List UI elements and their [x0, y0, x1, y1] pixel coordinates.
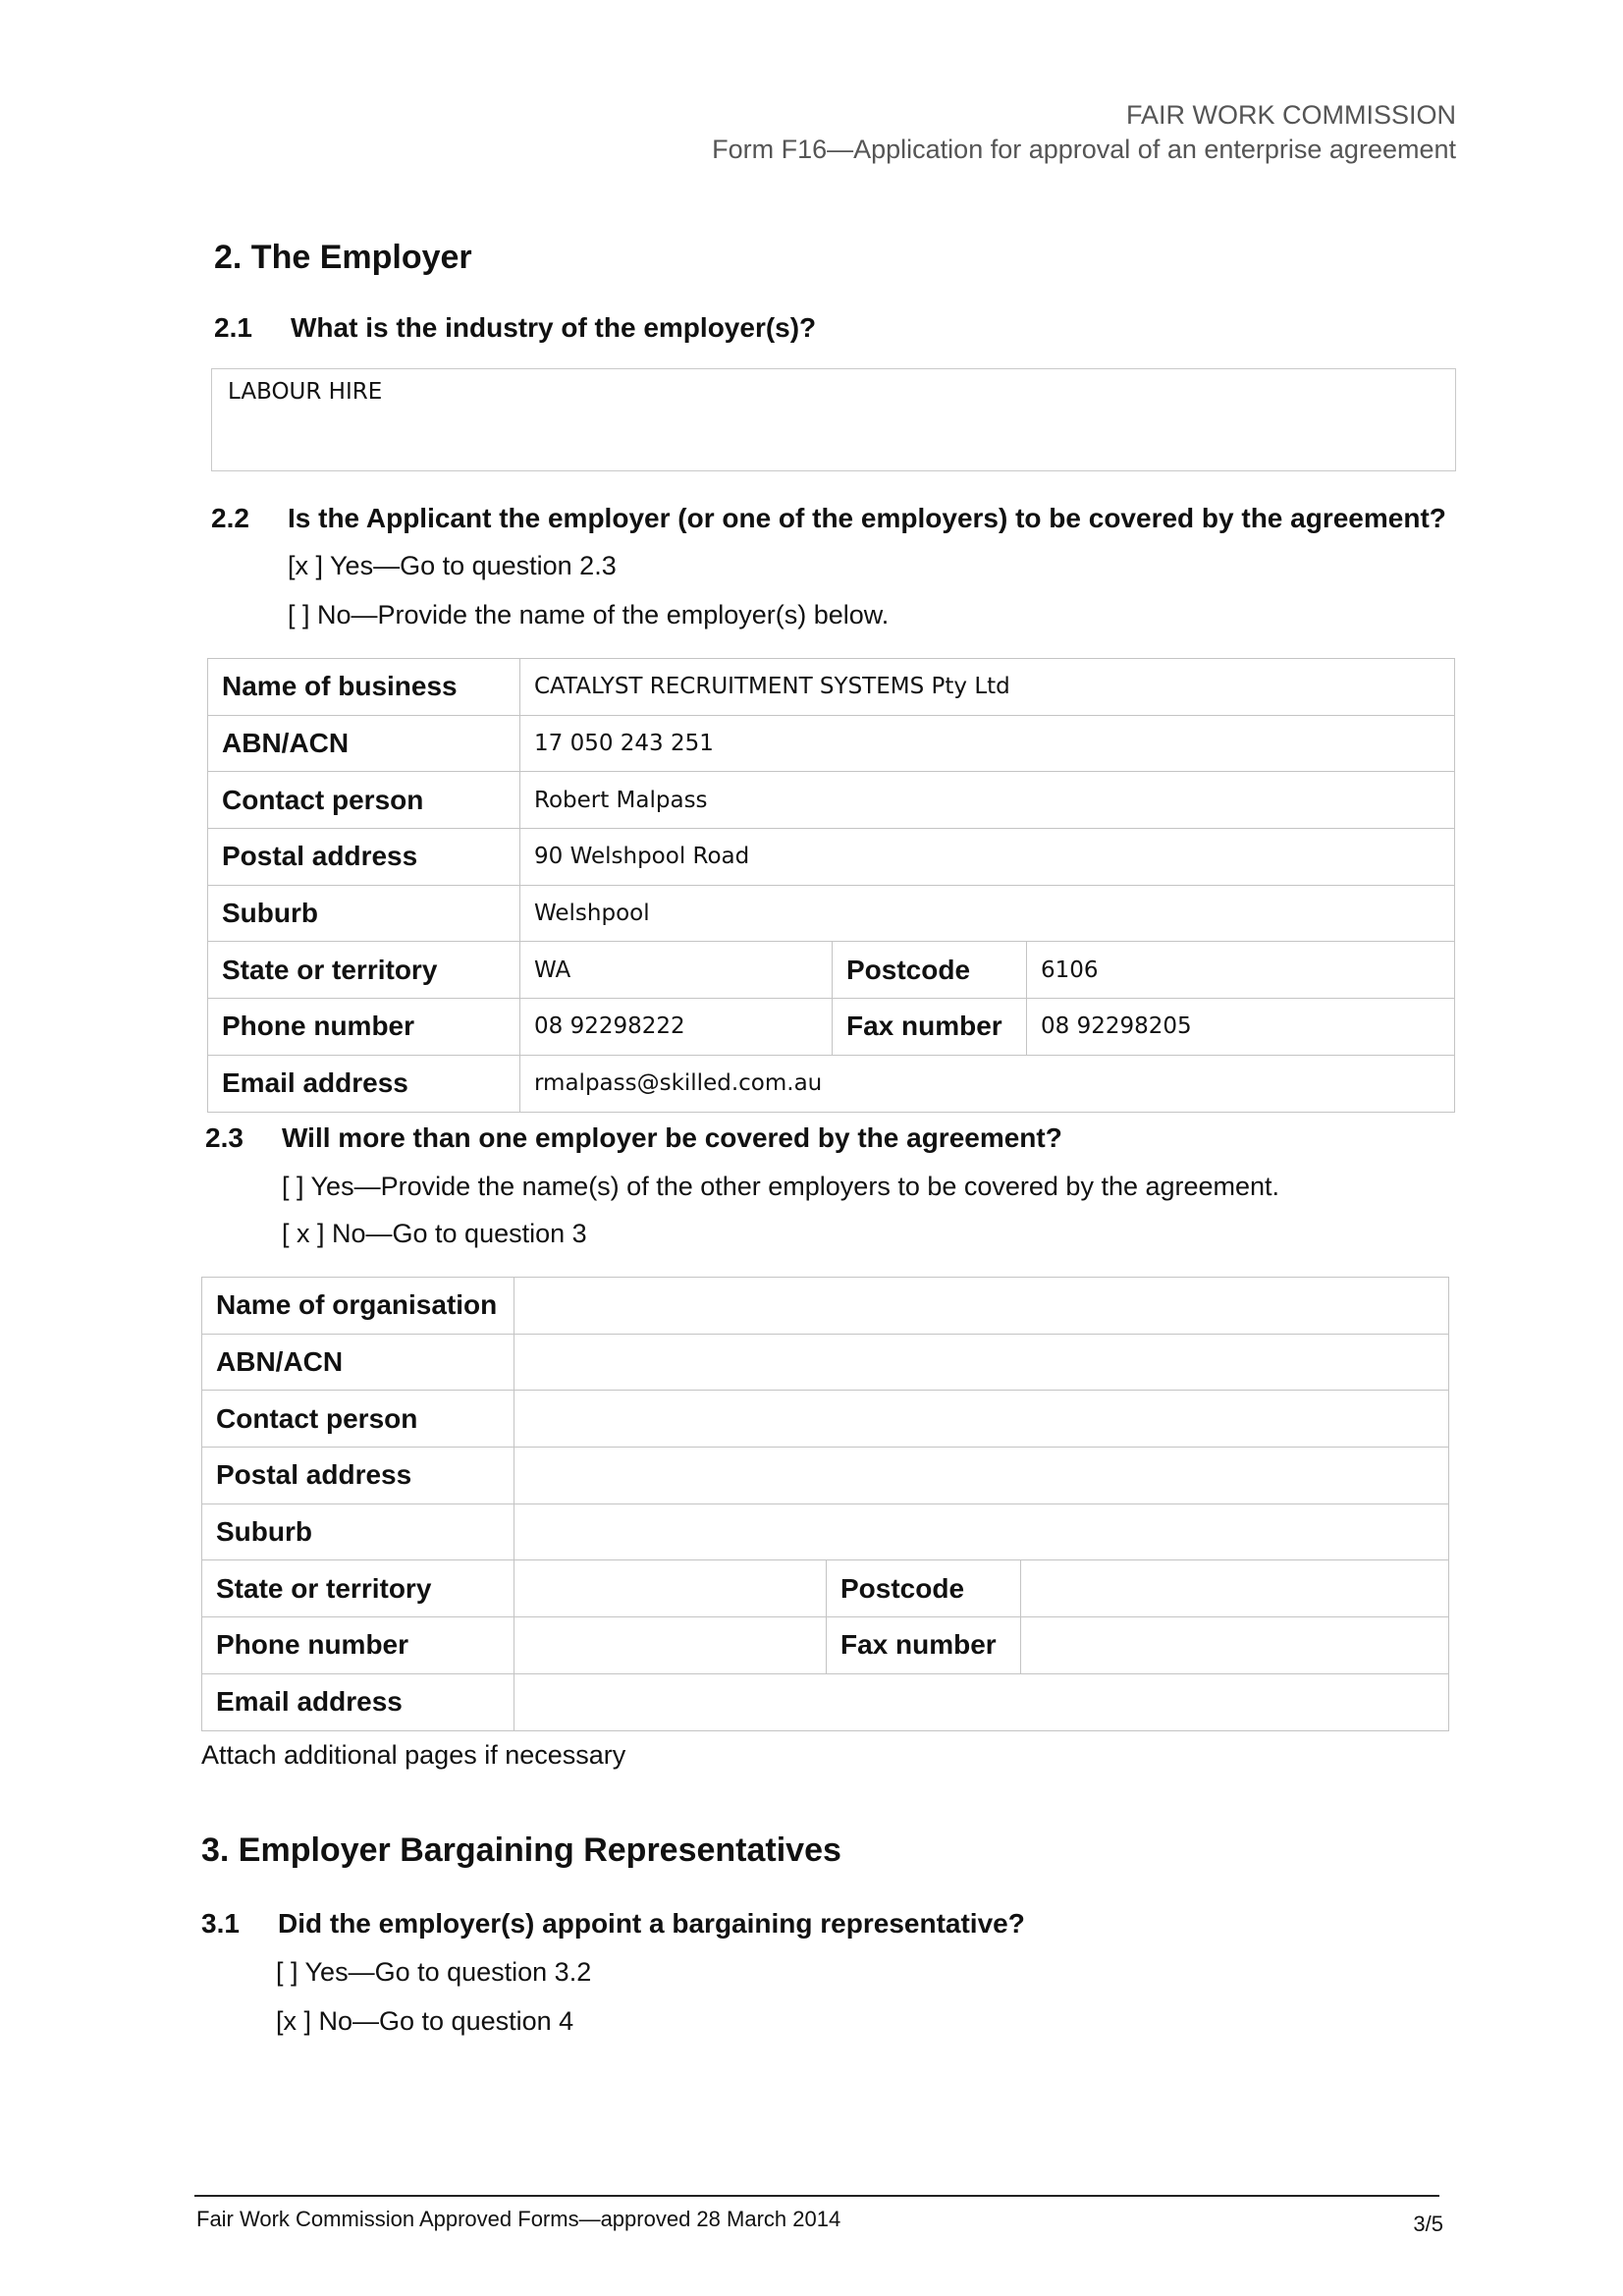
table-row: [202, 1334, 1449, 1391]
other-employers-table: [201, 1277, 1449, 1731]
attach-pages-note: Attach additional pages if necessary: [201, 1740, 626, 1770]
phone-number-label: Phone number: [208, 999, 520, 1056]
table-row: [202, 1560, 1449, 1617]
page-header: [712, 98, 1456, 167]
question-2-2: [211, 503, 1446, 534]
option-yes-2-2[interactable]: [x ] Yes—Go to question 2.3: [288, 551, 617, 580]
state-label: State or territory: [202, 1560, 514, 1617]
section-3-title: 3. Employer Bargaining Representatives: [201, 1831, 841, 1869]
name-of-business-value[interactable]: CATALYST RECRUITMENT SYSTEMS Pty Ltd: [520, 659, 1455, 716]
suburb-label: Suburb: [208, 885, 520, 942]
contact-person-label: Contact person: [208, 772, 520, 829]
suburb-value[interactable]: [514, 1503, 1449, 1560]
table-row: [208, 659, 1455, 716]
industry-answer-field[interactable]: [211, 368, 1456, 471]
phone-number-value[interactable]: [514, 1617, 827, 1674]
postcode-value[interactable]: [1021, 1560, 1449, 1617]
fax-number-label: Fax number: [833, 999, 1027, 1056]
postcode-label: Postcode: [833, 942, 1027, 999]
table-row: [208, 942, 1455, 999]
postcode-label: Postcode: [827, 1560, 1021, 1617]
section-2-title: 2. The Employer: [214, 239, 472, 276]
footer-approval-note: Fair Work Commission Approved Forms—approved 28 March 2014: [196, 2207, 841, 2231]
email-address-label: Email address: [202, 1673, 514, 1730]
option-no-3-1[interactable]: [x ] No—Go to question 4: [276, 2006, 574, 2036]
email-address-value[interactable]: rmalpass@skilled.com.au: [520, 1055, 1455, 1112]
name-of-organisation-label: Name of organisation: [202, 1278, 514, 1335]
fax-number-value[interactable]: [1021, 1617, 1449, 1674]
question-number: 3.1: [201, 1908, 240, 1939]
question-text: Is the Applicant the employer (or one of the employers) to be covered by the agreement?: [288, 503, 1446, 533]
postal-address-label: Postal address: [202, 1448, 514, 1504]
header-form-title: Form F16—Application for approval of an enterprise agreement: [712, 135, 1456, 164]
suburb-value[interactable]: Welshpool: [520, 885, 1455, 942]
name-of-business-label: Name of business: [208, 659, 520, 716]
question-2-3: [205, 1122, 1062, 1154]
question-text: What is the industry of the employer(s)?: [291, 312, 817, 343]
fax-number-value[interactable]: 08 92298205: [1027, 999, 1455, 1056]
phone-number-label: Phone number: [202, 1617, 514, 1674]
contact-person-value[interactable]: [514, 1391, 1449, 1448]
table-row: [208, 1055, 1455, 1112]
table-row: [208, 999, 1455, 1056]
name-of-organisation-value[interactable]: [514, 1278, 1449, 1335]
email-address-label: Email address: [208, 1055, 520, 1112]
header-org: FAIR WORK COMMISSION: [1125, 100, 1456, 130]
table-row: [208, 829, 1455, 886]
table-row: [202, 1673, 1449, 1730]
abn-acn-value[interactable]: 17 050 243 251: [520, 715, 1455, 772]
option-no-2-2[interactable]: [ ] No—Provide the name of the employer(s) below.: [288, 600, 890, 629]
question-2-1: [214, 312, 816, 344]
option-no-2-3[interactable]: [ x ] No—Go to question 3: [282, 1219, 587, 1248]
question-text: Did the employer(s) appoint a bargaining representative?: [278, 1908, 1025, 1939]
table-row: [202, 1617, 1449, 1674]
industry-answer-value: LABOUR HIRE: [228, 379, 383, 405]
footer-divider: [194, 2195, 1439, 2197]
employer-details-table: [207, 658, 1455, 1113]
state-value[interactable]: WA: [520, 942, 833, 999]
postal-address-value[interactable]: 90 Welshpool Road: [520, 829, 1455, 886]
table-row: [208, 885, 1455, 942]
suburb-label: Suburb: [202, 1503, 514, 1560]
state-label: State or territory: [208, 942, 520, 999]
abn-acn-value[interactable]: [514, 1334, 1449, 1391]
table-row: [202, 1391, 1449, 1448]
question-number: 2.3: [205, 1122, 243, 1153]
postcode-value[interactable]: 6106: [1027, 942, 1455, 999]
email-address-value[interactable]: [514, 1673, 1449, 1730]
contact-person-label: Contact person: [202, 1391, 514, 1448]
table-row: [208, 772, 1455, 829]
state-value[interactable]: [514, 1560, 827, 1617]
question-number: 2.2: [211, 503, 249, 533]
phone-number-value[interactable]: 08 92298222: [520, 999, 833, 1056]
abn-acn-label: ABN/ACN: [208, 715, 520, 772]
table-row: [202, 1278, 1449, 1335]
table-row: [202, 1503, 1449, 1560]
contact-person-value[interactable]: Robert Malpass: [520, 772, 1455, 829]
question-text: Will more than one employer be covered by the agreement?: [282, 1122, 1062, 1153]
postal-address-label: Postal address: [208, 829, 520, 886]
question-3-1: [201, 1908, 1025, 1940]
table-row: [208, 715, 1455, 772]
question-number: 2.1: [214, 312, 252, 343]
table-row: [202, 1448, 1449, 1504]
option-yes-3-1[interactable]: [ ] Yes—Go to question 3.2: [276, 1957, 592, 1987]
option-yes-2-3[interactable]: [ ] Yes—Provide the name(s) of the other employers to be covered by the agreement.: [282, 1172, 1280, 1201]
abn-acn-label: ABN/ACN: [202, 1334, 514, 1391]
fax-number-label: Fax number: [827, 1617, 1021, 1674]
page-number: 3/5: [1413, 2212, 1443, 2236]
postal-address-value[interactable]: [514, 1448, 1449, 1504]
